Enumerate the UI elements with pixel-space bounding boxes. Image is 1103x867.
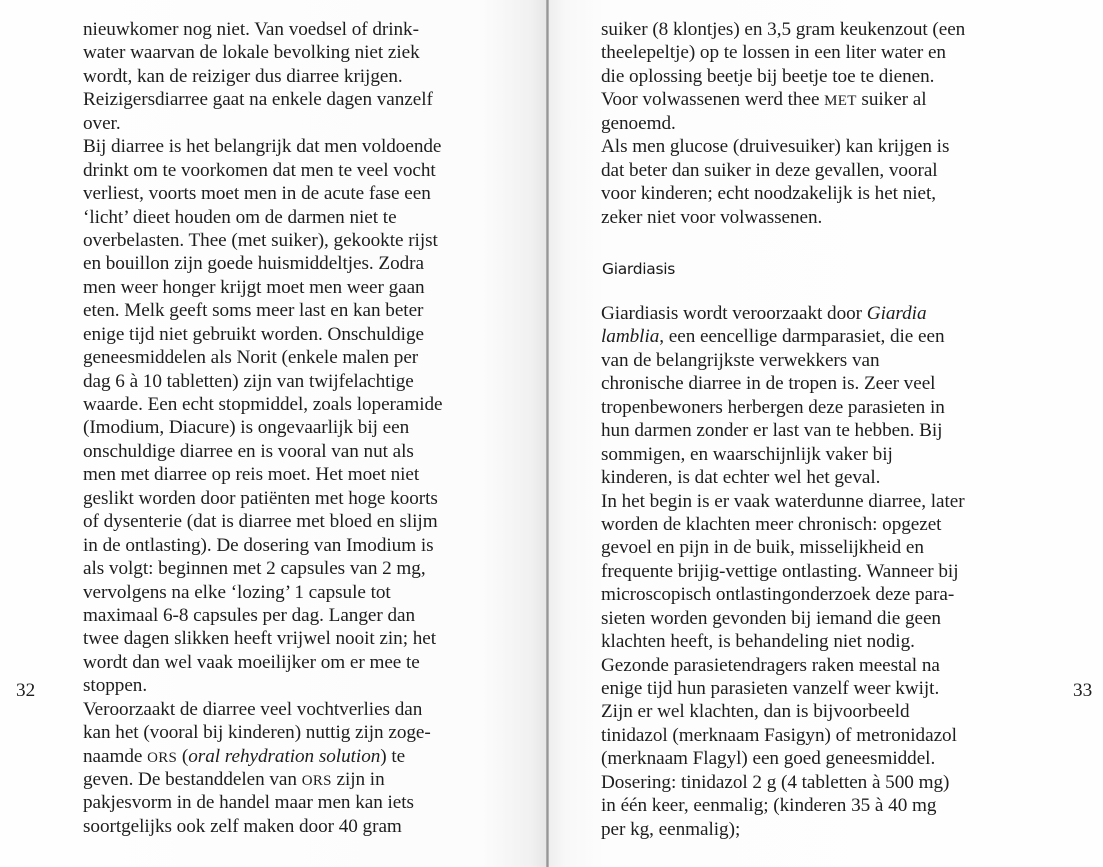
text-line: nieuwkomer nog niet. Van voedsel of drink- <box>83 19 419 40</box>
text-line <box>601 325 965 348</box>
text-line: tropenbewoners herbergen deze parasieten in <box>601 396 945 418</box>
text-line: enige tijd hun parasieten vanzelf weer kwijt. <box>601 678 940 699</box>
text-line: men weer honger krijgt moet men weer gaan <box>83 276 425 298</box>
text-line: tinidazol (merknaam Fasigyn) of metronidazol <box>601 724 957 746</box>
text-line: drinkt om te voorkomen dat men te veel vocht <box>83 159 436 181</box>
text-line: eten. Melk geeft soms meer last en kan beter <box>83 300 424 322</box>
text-line: hun darmen zonder er last van te hebben. Bij <box>601 420 943 442</box>
text-fragment: Giardiasis wordt veroorzaakt door <box>601 303 867 324</box>
right-page <box>549 0 1103 867</box>
text-fragment: , een eencellige darmparasiet, die een <box>659 326 945 348</box>
text-line: Gezonde parasietendragers raken meestal na <box>601 654 940 676</box>
text-line: (Imodium, Diacure) is ongevaarlijk bij een <box>83 417 410 439</box>
text-line: over. <box>83 112 121 134</box>
text-line: frequente brijig-vettige ontlasting. Wanneer bij <box>601 560 959 582</box>
text-fragment: geven. De bestanddelen van <box>83 769 302 790</box>
text-fragment: suiker al <box>856 89 927 111</box>
text-line: pakjesvorm in de handel maar men kan iets <box>83 792 414 814</box>
text-line: overbelasten. Thee (met suiker), gekookte rijst <box>83 229 438 251</box>
abbreviation-ors: ORS <box>147 749 178 766</box>
text-line: en bouillon zijn goede huismiddeltjes. Zodra <box>83 253 424 275</box>
italic-term: oral rehydration solution <box>188 745 381 767</box>
text-line: kinderen, is dat echter wel het geval. <box>601 467 881 489</box>
text-fragment: naamde <box>83 745 148 767</box>
text-line: gevoel en pijn in de buik, misselijkheid en <box>601 537 924 559</box>
text-line: microscopisch ontlastingonderzoek deze para- <box>601 584 955 606</box>
text-line <box>601 302 965 325</box>
text-line-ors <box>83 768 443 791</box>
text-line: stoppen. <box>83 675 148 697</box>
text-line: men met diarree op reis moet. Het moet niet <box>83 464 420 486</box>
text-line: vervolgens na elke ‘lozing’ 1 capsule tot <box>83 581 391 603</box>
text-line: zeker niet voor volwassenen. <box>601 206 823 228</box>
text-line-met <box>601 88 965 111</box>
text-fragment: ) te <box>380 745 406 767</box>
text-line: geneesmiddelen als Norit (enkele malen per <box>83 347 419 369</box>
text-line: maximaal 6-8 capsules per dag. Langer dan <box>83 604 415 626</box>
text-line: wordt dan wel vaak moeilijker om er mee te <box>83 651 420 673</box>
italic-term: lamblia <box>601 326 660 348</box>
text-line: enige tijd niet gebruikt worden. Onschuldige <box>83 323 424 345</box>
page-number: 33 <box>1073 680 1093 701</box>
text-line: kan het (vooral bij kinderen) nuttig zijn zoge- <box>83 722 431 744</box>
text-line: genoemd. <box>601 112 676 134</box>
text-line: geslikt worden door patiënten met hoge koorts <box>83 487 438 509</box>
text-line: dag 6 à 10 tabletten) zijn van twijfelachtige <box>83 370 414 392</box>
text-line: Zijn er wel klachten, dan is bijvoorbeeld <box>601 701 910 723</box>
text-line: theelepeltje) op te lossen in een liter water en <box>601 42 946 64</box>
text-line: van de belangrijkste verwekkers van <box>601 349 880 371</box>
text-line: waarde. Een echt stopmiddel, zoals loperamide <box>83 394 443 415</box>
text-line: ‘licht’ dieet houden om de darmen niet te <box>83 206 397 228</box>
text-line: suiker (8 klontjes) en 3,5 gram keukenzout (een <box>601 19 966 40</box>
text-line: soortgelijks ook zelf maken door 40 gram <box>83 815 402 837</box>
text-line: twee dagen slikken heeft vrijwel nooit zin; het <box>83 628 437 650</box>
text-line: (merknaam Flagyl) een goed geneesmiddel. <box>601 748 936 770</box>
text-line: onschuldige diarree en is vooral van nut als <box>83 440 414 462</box>
text-line: Als men glucose (druivesuiker) kan krijgen is <box>601 136 950 158</box>
text-line: in de ontlasting). De dosering van Imodium is <box>83 534 434 556</box>
abbreviation-ors: ORS <box>301 773 332 789</box>
section-heading: Giardiasis <box>602 260 676 278</box>
text-line: klachten heeft, is behandeling niet nodig. <box>601 631 915 653</box>
text-line: die oplossing beetje bij beetje toe te dienen. <box>601 65 935 87</box>
text-line-ors <box>83 745 443 768</box>
text-line: als volgt: beginnen met 2 capsules van 2 mg, <box>83 558 426 580</box>
text-line: in één keer, eenmalig; (kinderen 35 à 40 mg <box>601 795 937 817</box>
italic-term: Giardia <box>866 303 927 324</box>
text-line: verliest, voorts moet men in de acute fase een <box>83 183 431 205</box>
text-line: Veroorzaakt de diarree veel vochtverlies dan <box>83 698 423 720</box>
text-line: per kg, eenmalig); <box>601 818 741 840</box>
text-fragment: zijn in <box>331 769 385 790</box>
emphasis-met: MET <box>824 93 857 110</box>
right-page-text-top <box>601 18 965 229</box>
text-line: sommigen, en waarschijnlijk vaker bij <box>601 443 893 465</box>
text-line: wordt, kan de reiziger dus diarree krijgen. <box>83 65 403 87</box>
text-line: Reizigersdiarree gaat na enkele dagen vanzelf <box>83 89 433 111</box>
text-fragment: ( <box>177 745 189 767</box>
text-line: Bij diarree is het belangrijk dat men voldoende <box>83 136 442 158</box>
page-number: 32 <box>16 680 36 701</box>
text-line: sieten worden gevonden bij iemand die geen <box>601 607 941 629</box>
text-line: dat beter dan suiker in deze gevallen, vooral <box>601 159 938 181</box>
right-page-text-bottom <box>601 302 965 841</box>
text-line: voor kinderen; echt noodzakelijk is het niet, <box>601 183 937 205</box>
left-page <box>0 0 547 867</box>
text-line: In het begin is er vaak waterdunne diarree, later <box>601 490 965 512</box>
text-line: water waarvan de lokale bevolking niet ziek <box>83 42 420 64</box>
text-line: worden de klachten meer chronisch: opgezet <box>601 513 942 535</box>
text-line: chronische diarree in de tropen is. Zeer veel <box>601 373 936 395</box>
text-line: of dysenterie (dat is diarree met bloed en slijm <box>83 511 438 533</box>
text-fragment: Voor volwassenen werd thee <box>601 89 825 111</box>
text-line: Dosering: tinidazol 2 g (4 tabletten à 500 mg) <box>601 771 950 793</box>
left-page-text <box>83 18 443 838</box>
